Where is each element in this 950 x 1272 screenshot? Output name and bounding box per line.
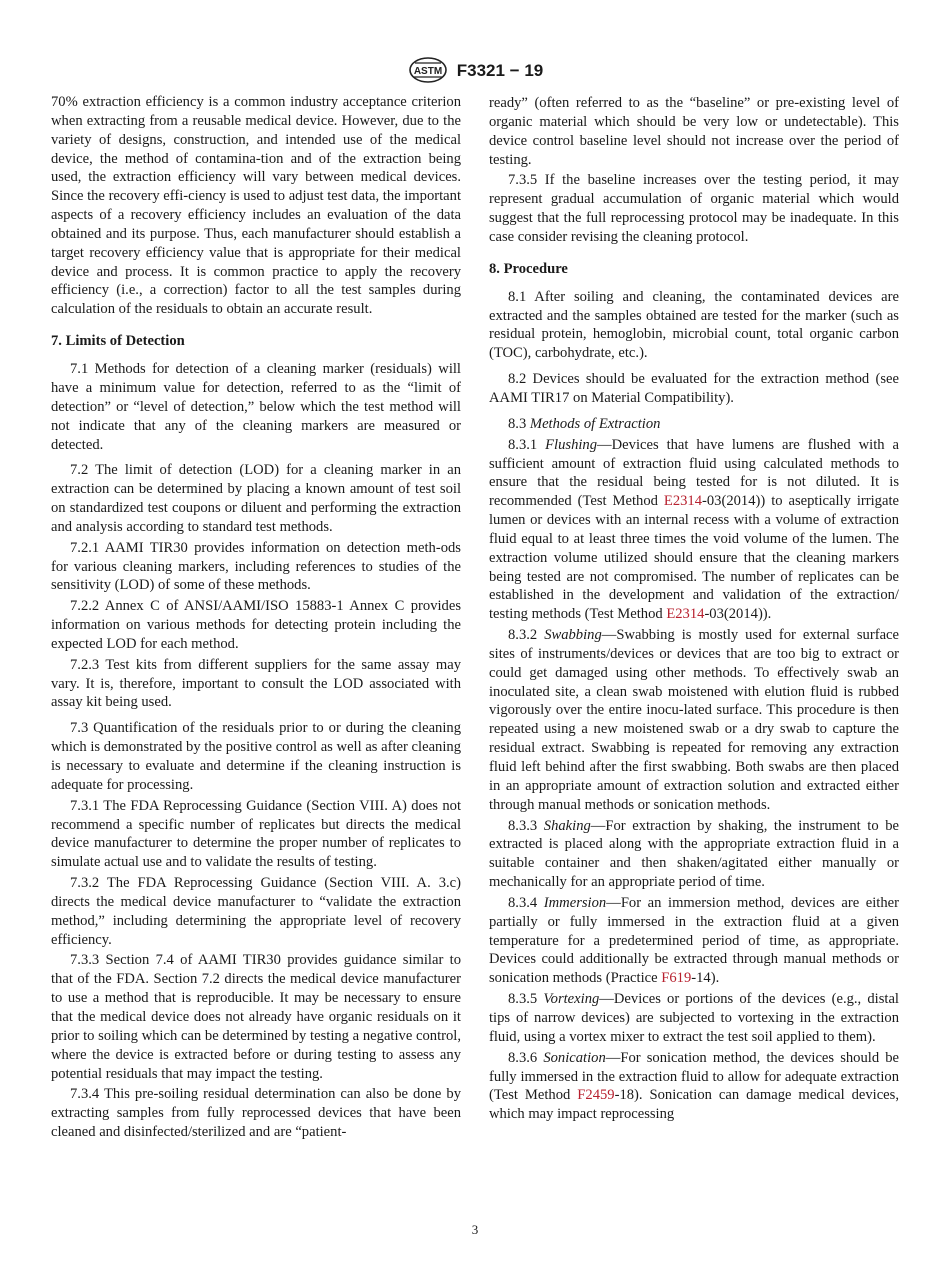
clause-number: 8.3.1 (508, 436, 538, 453)
paragraph: 7.3 Quantification of the residuals prior to or during the cleaning which is demonstrated by the positive control as well as after cleaning is necessary to evaluate and determine if the cleaning instruction is adequate for processing. (51, 720, 461, 793)
paragraph: 7.3.1 The FDA Reprocessing Guidance (Section VIII. A) does not recommend a specific number of replicates but directs the medical device manufacturer to determine the proper number of replicates to simulate actual use and to validate the results of testing. (51, 797, 461, 871)
clause-text: —For extraction by shaking, the instrument to be extracted is placed along with the appropriate extraction fluid in a suitable container and then shaken/agitated either manually or mechanically for an appropriate period of time. (489, 817, 899, 891)
clause-number: 8.3.4 (508, 894, 538, 911)
clause-number: 8.3.2 (508, 627, 538, 644)
clause-text: -03(2014)) to aseptically irrigate lumen or devices with an internal recess with a volume of extraction fluid equal to at least three times the void volume of the lumen. The extraction volume utilized should ensure that the cleaning markers being tested are not compromised. The number of replicates can be established in the development and validation of the extraction/ testing methods (Test Method (489, 493, 899, 623)
clause-number: 8.3 (508, 415, 527, 432)
clause-text: -18). Sonication can damage medical devices, which may impact reprocessing (489, 1087, 899, 1123)
paragraph: 7.2.3 Test kits from different suppliers for the same assay may vary. It is, therefore, important to consult the LOD associated with assay kit being used. (51, 656, 461, 711)
standard-designation: F3321 − 19 (456, 61, 544, 80)
clause-text: —Devices or portions of the devices (e.g., distal tips of narrow devices) are subjected to vortexing in the extraction fluid, using a vortex mixer to extract the test soil applied to them). (489, 991, 899, 1045)
paragraph: 7.2.1 AAMI TIR30 provides information on detection meth-ods for various cleaning markers, including references to studies of the sensitivity (LOD) of some of these methods. (51, 539, 461, 594)
paragraph: 7.3.3 Section 7.4 of AAMI TIR30 provides guidance similar to that of the FDA. Section 7.2 directs the medical device manufacturer to use a method that is reproducible. It may be necessary to ensure that the medical device does not already have organic residuals on it prior to soiling which can be determined by testing a negative control, where the device is extracted before or during testing to assess any potential residuals that may impact the testing. (51, 952, 461, 1082)
clause-number: 8.3.3 (508, 817, 538, 834)
clause-term: Immersion (543, 894, 607, 911)
clause-term: Flushing (545, 436, 598, 453)
section-heading: 7. Limits of Detection (51, 333, 185, 350)
paragraph: 7.2 The limit of detection (LOD) for a cleaning marker in an extraction can be determined by placing a known amount of test soil on standardized test coupons or diluent and performing the extraction and analysis according to standard test methods. (51, 462, 461, 535)
paragraph: 7.2.2 Annex C of ANSI/AAMI/ISO 15883-1 Annex C provides information on various methods for detecting protein including the expected LOD for each method. (51, 598, 461, 652)
clause-number: 8.3.5 (508, 991, 538, 1008)
clause-text: —For an immersion method, devices are either partially or fully immersed in the extraction fluid at a given temperature for a predetermined period of time, as appropriate. Devices could additionally be extracted through manual methods or sonication methods (Practice (489, 894, 899, 987)
clause-term: Shaking (543, 817, 591, 834)
left-column (51, 93, 461, 1144)
paragraph: 8.1 After soiling and cleaning, the contaminated devices are extracted and the samples obtained are tested for the marker (such as residual protein, hemoglobin, microbial count, total organic carbon (TOC), carbohydrate, etc.). (489, 288, 899, 362)
paragraph: 7.1 Methods for detection of a cleaning marker (residuals) will have a minimum value for detection, referred to as the “limit of detection” or “level of detection,” below which the test method will not indicate that any of the cleaning markers are measured or detected. (51, 361, 461, 453)
svg-text:ASTM: ASTM (413, 66, 442, 77)
paragraph (489, 1049, 899, 1124)
clause-text: -14). (691, 970, 720, 987)
paragraph (489, 415, 899, 434)
clause-term: Vortexing (543, 991, 600, 1008)
clause-text: —Devices that have lumens are flushed with a sufficient amount of extraction fluid using calculated methods to ensure that the residual being tested for is not diluted. It is recommended (Test Method (489, 436, 899, 510)
clause-title: Methods of Extraction (529, 415, 661, 432)
reference-link[interactable]: E2314 (666, 606, 705, 623)
reference-link[interactable]: E2314 (663, 493, 703, 510)
paragraph (489, 817, 899, 892)
right-column (489, 94, 899, 1126)
clause-text: —For sonication method, the devices should be fully immersed in the extraction fluid to allow for adequate extraction (Test Method (489, 1049, 899, 1104)
section-heading: 8. Procedure (489, 260, 568, 277)
page-number: 3 (471, 1222, 479, 1237)
paragraph (489, 436, 899, 624)
page-header (0, 56, 950, 84)
astm-logo (407, 56, 449, 84)
clause-number: 8.3.6 (508, 1049, 538, 1066)
clause-term: Sonication (543, 1049, 606, 1066)
paragraph: 7.3.4 This pre-soiling residual determination can also be done by extracting samples from fully reprocessed devices that have been cleaned and disinfected/sterilized and are “patient- (51, 1086, 461, 1141)
reference-link[interactable]: F619 (661, 970, 692, 987)
reference-link[interactable]: F2459 (577, 1087, 615, 1104)
paragraph: ready” (often referred to as the “baseline” or pre-existing level of organic material which should be very low or undetectable). This device control baseline level should not increase over the period of testing. (489, 95, 899, 168)
paragraph (489, 990, 899, 1047)
paragraph: 70% extraction efficiency is a common industry acceptance criterion when extracting from a reusable medical device. However, due to the variety of designs, construction, and intended use of the medical device, the method of contamina-tion and of the extraction being used, the extraction efficiency will vary between medical devices. Since the recovery effi-ciency is used to adjust test data, the important aspects of a recovery efficiency includes an evaluation of the data obtained and its purpose. Thus, each manufacturer should establish a target recovery efficiency value that is appropriate for their medical device and process. It is common practice to apply the recovery efficiency (i.e., a correction) factor to all the test samples during calculation of the residuals to obtain an accurate result. (51, 94, 461, 318)
clause-text: —Swabbing is mostly used for external surface sites of instruments/devices or devices that are too big to extract or could get damaged using other methods. To effectively swab an inoculated site, a clean swab moistened with elution fluid is rubbed vigorously over the entire inocu-lated surface. This procedure is then repeated using a new moistened swab or a dry swab to capture the residual extract. Swabbing is repeated for removing any extraction fluid left behind after the first swabbing. Both swabs are then placed in an appropriate amount of extraction solution and extracted either through manual methods or sonication methods. (489, 627, 900, 813)
clause-term: Swabbing (544, 627, 602, 644)
paragraph: 7.3.2 The FDA Reprocessing Guidance (Section VIII. A. 3.c) directs the medical device manufacturer to “validate the extraction method,” including determining the appropriate level of recovery efficiency. (51, 875, 461, 948)
paragraph: 7.3.5 If the baseline increases over the testing period, it may represent gradual accumulation of organic material which would suggest that the full reprocessing protocol may be inadequate. In this case consider revising the cleaning protocol. (489, 172, 899, 245)
paragraph (489, 894, 899, 988)
paragraph: 8.2 Devices should be evaluated for the extraction method (see AAMI TIR17 on Material Compatibility). (489, 371, 899, 406)
paragraph (489, 626, 899, 814)
clause-text: -03(2014)). (704, 606, 772, 623)
